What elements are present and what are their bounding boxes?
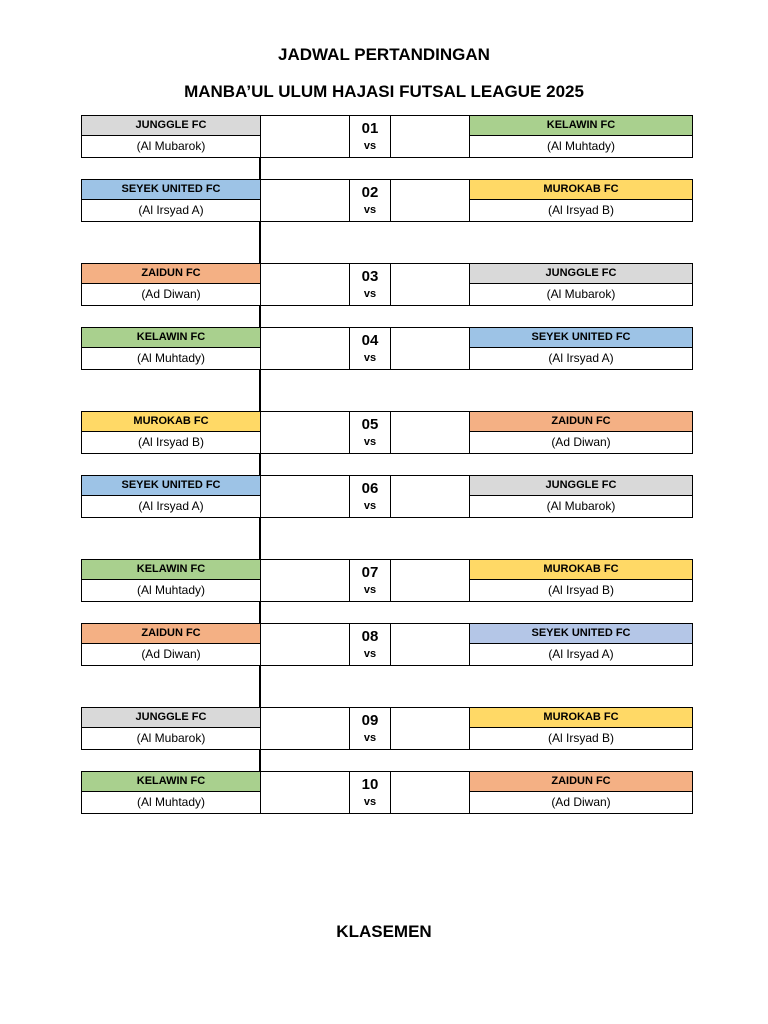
versus-label: vs bbox=[363, 352, 377, 364]
match-number-cell bbox=[349, 179, 391, 222]
away-score-cell bbox=[390, 179, 470, 222]
match-number: 04 bbox=[361, 332, 379, 349]
home-team-group: (Al Irsyad B) bbox=[81, 432, 261, 454]
match-number-cell bbox=[349, 115, 391, 158]
home-team-group: (Al Muhtady) bbox=[81, 792, 261, 814]
match-number-cell bbox=[349, 263, 391, 306]
home-team-name: SEYEK UNITED FC bbox=[81, 179, 261, 200]
versus-label: vs bbox=[363, 796, 377, 808]
match-row bbox=[81, 263, 693, 306]
match-number: 06 bbox=[361, 480, 379, 497]
away-team-name: ZAIDUN FC bbox=[469, 411, 693, 432]
page-title: JADWAL PERTANDINGAN bbox=[278, 45, 490, 64]
home-team-name: JUNGGLE FC bbox=[81, 707, 261, 728]
match-number: 01 bbox=[361, 120, 379, 137]
away-team-name: MUROKAB FC bbox=[469, 559, 693, 580]
home-score-cell bbox=[260, 179, 350, 222]
away-team-group: (Ad Diwan) bbox=[469, 432, 693, 454]
match-number: 09 bbox=[361, 712, 379, 729]
bracket-connector bbox=[259, 453, 261, 476]
home-team-name: KELAWIN FC bbox=[81, 559, 261, 580]
home-score-cell bbox=[260, 559, 350, 602]
home-team-name: KELAWIN FC bbox=[81, 771, 261, 792]
away-team-group: (Ad Diwan) bbox=[469, 792, 693, 814]
match-row bbox=[81, 327, 693, 370]
away-score-cell bbox=[390, 411, 470, 454]
match-row bbox=[81, 707, 693, 750]
match-row bbox=[81, 475, 693, 518]
away-team-name: JUNGGLE FC bbox=[469, 475, 693, 496]
match-row bbox=[81, 559, 693, 602]
home-score-cell bbox=[260, 263, 350, 306]
away-score-cell bbox=[390, 559, 470, 602]
versus-label: vs bbox=[363, 500, 377, 512]
away-team-group: (Al Irsyad A) bbox=[469, 644, 693, 666]
home-team-group: (Al Irsyad A) bbox=[81, 496, 261, 518]
bracket-connector bbox=[259, 221, 261, 264]
home-score-cell bbox=[260, 771, 350, 814]
home-score-cell bbox=[260, 623, 350, 666]
away-team-group: (Al Muhtady) bbox=[469, 136, 693, 158]
match-number-cell bbox=[349, 327, 391, 370]
match-number: 08 bbox=[361, 628, 379, 645]
match-number-cell bbox=[349, 559, 391, 602]
versus-label: vs bbox=[363, 648, 377, 660]
bracket-connector bbox=[259, 749, 261, 772]
home-score-cell bbox=[260, 707, 350, 750]
home-team-name: ZAIDUN FC bbox=[81, 263, 261, 284]
versus-label: vs bbox=[363, 140, 377, 152]
away-score-cell bbox=[390, 263, 470, 306]
home-team-group: (Al Irsyad A) bbox=[81, 200, 261, 222]
away-team-group: (Al Mubarok) bbox=[469, 284, 693, 306]
match-number-cell bbox=[349, 707, 391, 750]
away-team-name: SEYEK UNITED FC bbox=[469, 623, 693, 644]
match-row bbox=[81, 623, 693, 666]
home-team-group: (Al Muhtady) bbox=[81, 348, 261, 370]
away-score-cell bbox=[390, 771, 470, 814]
away-team-name: SEYEK UNITED FC bbox=[469, 327, 693, 348]
versus-label: vs bbox=[363, 436, 377, 448]
versus-label: vs bbox=[363, 288, 377, 300]
home-team-group: (Al Mubarok) bbox=[81, 136, 261, 158]
away-score-cell bbox=[390, 623, 470, 666]
bracket-connector bbox=[259, 601, 261, 624]
away-score-cell bbox=[390, 115, 470, 158]
away-team-name: MUROKAB FC bbox=[469, 179, 693, 200]
home-team-name: ZAIDUN FC bbox=[81, 623, 261, 644]
match-row bbox=[81, 771, 693, 814]
home-team-name: MUROKAB FC bbox=[81, 411, 261, 432]
bracket-connector bbox=[259, 517, 261, 560]
home-score-cell bbox=[260, 475, 350, 518]
match-number: 05 bbox=[361, 416, 379, 433]
match-number: 03 bbox=[361, 268, 379, 285]
away-team-group: (Al Irsyad B) bbox=[469, 728, 693, 750]
home-score-cell bbox=[260, 411, 350, 454]
away-team-name: ZAIDUN FC bbox=[469, 771, 693, 792]
away-team-group: (Al Irsyad B) bbox=[469, 580, 693, 602]
match-row bbox=[81, 115, 693, 158]
standings-title: KLASEMEN bbox=[336, 922, 432, 941]
bracket-connector bbox=[259, 369, 261, 412]
away-team-group: (Al Mubarok) bbox=[469, 496, 693, 518]
away-score-cell bbox=[390, 327, 470, 370]
home-team-name: KELAWIN FC bbox=[81, 327, 261, 348]
match-number-cell bbox=[349, 475, 391, 518]
bracket-connector bbox=[259, 305, 261, 328]
home-score-cell bbox=[260, 115, 350, 158]
away-team-group: (Al Irsyad B) bbox=[469, 200, 693, 222]
home-team-group: (Ad Diwan) bbox=[81, 284, 261, 306]
match-number: 10 bbox=[361, 776, 379, 793]
home-team-group: (Ad Diwan) bbox=[81, 644, 261, 666]
bracket-connector bbox=[259, 157, 261, 180]
away-score-cell bbox=[390, 707, 470, 750]
home-score-cell bbox=[260, 327, 350, 370]
match-number: 07 bbox=[361, 564, 379, 581]
away-team-name: MUROKAB FC bbox=[469, 707, 693, 728]
home-team-name: SEYEK UNITED FC bbox=[81, 475, 261, 496]
match-row bbox=[81, 411, 693, 454]
match-number-cell bbox=[349, 411, 391, 454]
away-team-name: JUNGGLE FC bbox=[469, 263, 693, 284]
match-number-cell bbox=[349, 623, 391, 666]
home-team-group: (Al Mubarok) bbox=[81, 728, 261, 750]
match-number: 02 bbox=[361, 184, 379, 201]
home-team-name: JUNGGLE FC bbox=[81, 115, 261, 136]
versus-label: vs bbox=[363, 732, 377, 744]
versus-label: vs bbox=[363, 584, 377, 596]
versus-label: vs bbox=[363, 204, 377, 216]
page-subtitle: MANBA’UL ULUM HAJASI FUTSAL LEAGUE 2025 bbox=[184, 82, 584, 101]
match-row bbox=[81, 179, 693, 222]
away-team-group: (Al Irsyad A) bbox=[469, 348, 693, 370]
home-team-group: (Al Muhtady) bbox=[81, 580, 261, 602]
away-score-cell bbox=[390, 475, 470, 518]
bracket-connector bbox=[259, 665, 261, 708]
away-team-name: KELAWIN FC bbox=[469, 115, 693, 136]
match-number-cell bbox=[349, 771, 391, 814]
